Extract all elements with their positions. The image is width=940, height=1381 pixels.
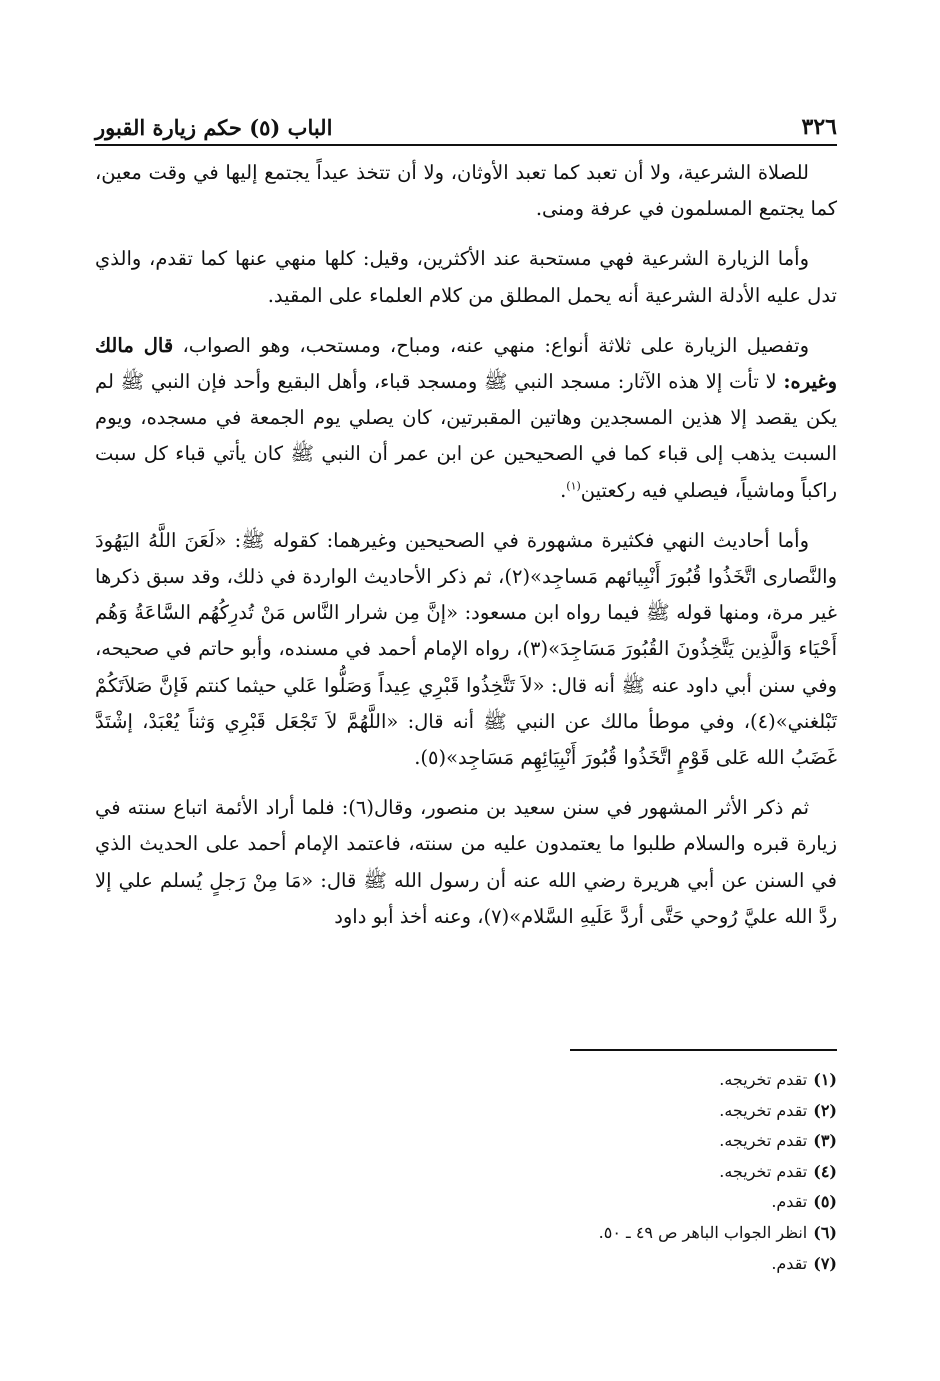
paragraph-5: ثم ذكر الأثر المشهور في سنن سعيد بن منصور، وقال(٦): فلما أراد الأئمة اتباع سنته في زيارة قبره والسلام طلبوا ما يعتمدون عليه من سنته، فاعتمد الإمام أحمد على الحديث الذي في السنن عن أبي هريرة رضي الله عنه أن رسول الله ﷺ قال: «مَا مِنْ رَجلٍ يُسلم علي إلا ردَّ الله عليَّ رُوحي حَتَّى أردَّ عَلَيهِ السَّلام»(٧)، وعنه أخذ أبو داود bbox=[95, 796, 837, 928]
footnote-4 bbox=[500, 1157, 837, 1188]
footnote-number: (٥) bbox=[813, 1192, 837, 1212]
footnote-text: تقدم تخريجه. bbox=[719, 1070, 808, 1089]
footnote-number: (٢) bbox=[813, 1100, 837, 1120]
paragraph-3-rest: لا تأت إلا هذه الآثار: مسجد النبي ﷺ ومسجد قباء، وأهل البقيع وأحد فإن النبي ﷺ لم يكن يقصد إلا هذين المسجدين وهاتين المقبرتين، كان يصلي يوم الجمعة في مسجده، ويوم السبت يذهب إلى قباء كما في الصحيحين عن ابن عمر أن النبي ﷺ كان يأتي قباء كل سبت راكباً وماشياً، فيصلي فيه ركعتين bbox=[95, 370, 837, 502]
footnote-ref-1: (١) bbox=[566, 479, 581, 493]
page-header bbox=[95, 100, 837, 146]
footnote-7 bbox=[500, 1249, 837, 1280]
footnote-5 bbox=[500, 1187, 837, 1218]
footnotes bbox=[500, 1065, 837, 1279]
footnote-2 bbox=[500, 1096, 837, 1127]
footnote-number: (٤) bbox=[813, 1161, 837, 1181]
footnote-text: انظر الجواب الباهر ص ٤٩ ـ ٥٠. bbox=[598, 1222, 808, 1242]
footnote-3 bbox=[500, 1126, 837, 1157]
footnote-text: تقدم تخريجه. bbox=[719, 1131, 808, 1151]
chapter-title: الباب (٥) حكم زيارة القبور bbox=[95, 115, 333, 140]
paragraph-4: وأما أحاديث النهي فكثيرة مشهورة في الصحيحين وغيرهما: كقوله ﷺ: «لَعَنَ اللَّهُ اليَهُودَ والنَّصارى اتَّخَذُوا قُبُورَ أَنْبِيائهم مَساجِد»(٢)، ثم ذكر الأحاديث الواردة في ذلك، وقد سبق ذكرها غير مرة، ومنها قوله ﷺ فيما رواه ابن مسعود: «إنَّ مِن شرار النَّاس مَنْ تُدرِكُهُم السَّاعَةُ وَهُم أَحْيَاء وَالَّذِين يَتَّخِذُونَ القُبُورَ مَسَاجِدَ»(٣)، رواه الإمام أحمد في مسنده، وأبو حاتم في صحيحه، وفي سنن أبي داود عنه ﷺ أنه قال: «لاَ تَتَّخِذُوا قَبْرِي عِيداً وَصَلُّوا عَلي حيثما كنتم فَإنَّ صَلاَتَكُمْ تَبْلغني»(٤)، وفي موطأ مالك عن النبي ﷺ أنه قال: «اللَّهُمَّ لاَ تَجْعَل قَبْرِي وَثناً يُعْبَدْ، إشْتَدَّ غَضَبُ الله عَلى قَوْمٍ اتَّخَذُوا قُبُورَ أَنْبِيَائِهِم مَسَاجِد»(٥). bbox=[95, 528, 838, 770]
paragraph-3-tail: . bbox=[560, 478, 567, 502]
footnote-number: (٧) bbox=[813, 1253, 837, 1273]
paragraph-1: للصلاة الشرعية، ولا أن تعبد كما تعبد الأوثان، ولا أن تتخذ عيداً يجتمع إليها في وقت معين، كما يجتمع المسلمون في عرفة ومنى. bbox=[95, 161, 837, 221]
footnote-1 bbox=[500, 1065, 837, 1096]
paragraph-2: وأما الزيارة الشرعية فهي مستحبة عند الأكثرين، وقيل: كلها منهي عنها كما تقدم، والذي تدل عليه الأدلة الشرعية أنه يحمل المطلق من كلام العلماء على المقيد. bbox=[95, 247, 837, 307]
footnote-separator bbox=[570, 1049, 837, 1051]
page-number: ٣٢٦ bbox=[801, 114, 837, 140]
footnote-6 bbox=[500, 1218, 837, 1249]
footnote-text: تقدم. bbox=[771, 1253, 808, 1273]
footnote-number: (٦) bbox=[813, 1222, 837, 1242]
paragraph-3-lead: وتفصيل الزيارة على ثلاثة أنواع: منهي عنه، ومباح، ومستحب، وهو الصواب، bbox=[182, 333, 809, 357]
footnote-text: تقدم تخريجه. bbox=[719, 1100, 808, 1120]
footnote-text: تقدم تخريجه. bbox=[719, 1161, 808, 1181]
footnote-number: (٣) bbox=[813, 1131, 837, 1151]
main-text bbox=[95, 155, 837, 949]
footnote-number: (١) bbox=[813, 1070, 837, 1089]
paragraph-3-bold: قال مالك وغيره: bbox=[95, 333, 837, 394]
paragraph-3 bbox=[95, 328, 837, 509]
footnote-text: تقدم. bbox=[771, 1192, 808, 1212]
